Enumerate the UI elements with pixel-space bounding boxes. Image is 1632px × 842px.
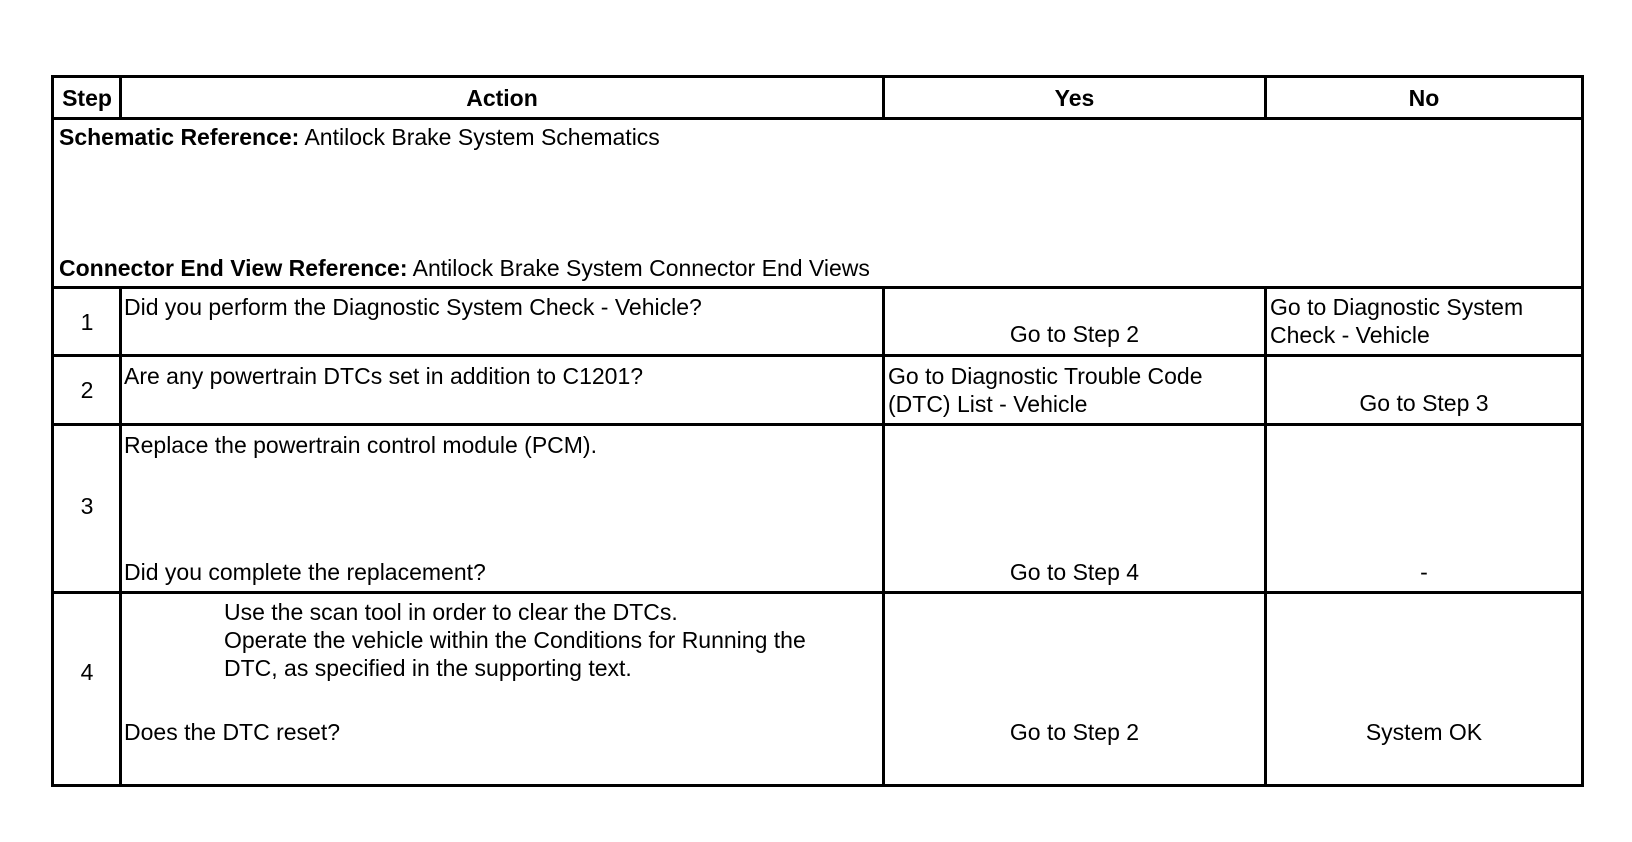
action-text-line: Use the scan tool in order to clear the DTCs. xyxy=(224,599,678,625)
step-number: 1 xyxy=(80,309,94,335)
header-yes: Yes xyxy=(1054,85,1095,111)
header-step: Step xyxy=(62,85,112,111)
no-text: System OK xyxy=(1365,719,1483,745)
action-text: Did you complete the replacement? xyxy=(124,559,486,585)
action-text: Replace the powertrain control module (PCM). xyxy=(124,432,597,458)
connector-reference xyxy=(59,254,1559,282)
schematic-reference-label: Schematic Reference: xyxy=(59,124,300,150)
yes-text: Go to Step 4 xyxy=(1009,559,1140,585)
rule-row2 xyxy=(54,423,1581,426)
rule-col-step-body xyxy=(119,287,122,787)
yes-text: Go to Step 2 xyxy=(1009,321,1140,347)
schematic-reference-value: Antilock Brake System Schematics xyxy=(304,124,660,150)
rule-header xyxy=(54,117,1581,120)
action-text: Does the DTC reset? xyxy=(124,719,341,745)
step-number: 3 xyxy=(80,493,94,519)
rule-reference xyxy=(54,286,1581,289)
header-no: No xyxy=(1408,85,1440,111)
diagnostic-table xyxy=(51,75,1584,787)
connector-reference-value: Antilock Brake System Connector End Views xyxy=(412,255,870,281)
step-number: 4 xyxy=(80,659,94,685)
yes-text-line: Go to Diagnostic Trouble Code xyxy=(888,363,1203,389)
rule-col-action-body xyxy=(882,287,885,787)
header-action: Action xyxy=(466,85,538,111)
action-text-line: DTC, as specified in the supporting text. xyxy=(224,655,632,681)
rule-row3 xyxy=(54,591,1581,594)
no-text-line: Check - Vehicle xyxy=(1270,322,1430,348)
action-text xyxy=(224,598,880,682)
yes-text: Go to Step 2 xyxy=(1009,719,1140,745)
no-text-line: Go to Diagnostic System xyxy=(1270,294,1524,320)
no-text xyxy=(1270,293,1580,349)
step-number: 2 xyxy=(80,377,94,403)
rule-row1 xyxy=(54,354,1581,357)
no-text: - xyxy=(1420,559,1428,585)
action-text: Are any powertrain DTCs set in addition to C1201? xyxy=(124,363,644,389)
rule-col-yes-body xyxy=(1264,287,1267,787)
schematic-reference xyxy=(59,123,1559,151)
yes-text-line: (DTC) List - Vehicle xyxy=(888,391,1088,417)
action-text-line: Operate the vehicle within the Conditions for Running the xyxy=(224,627,806,653)
no-text: Go to Step 3 xyxy=(1359,390,1489,416)
connector-reference-label: Connector End View Reference: xyxy=(59,255,408,281)
yes-text xyxy=(888,362,1262,418)
action-text: Did you perform the Diagnostic System Check - Vehicle? xyxy=(124,294,702,320)
